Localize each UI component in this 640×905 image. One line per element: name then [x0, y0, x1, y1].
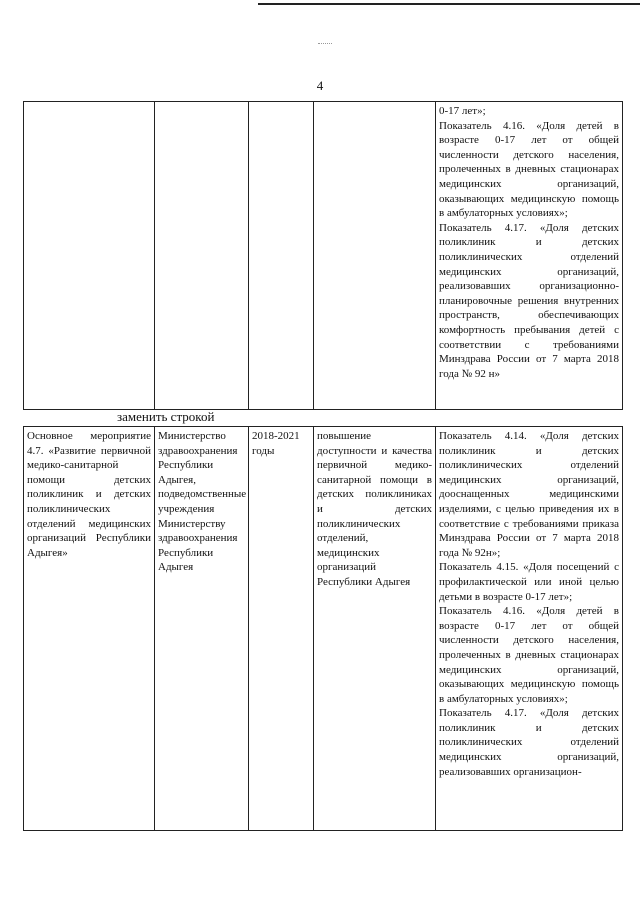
cell-old-col3: [249, 102, 314, 410]
scan-specks: [318, 43, 332, 46]
table-row: [24, 427, 623, 831]
page-number: 4: [316, 78, 324, 93]
indicator-text: Показатель 4.17. «Доля детских поликлиник и детских поликлинических отделений медицинских организаций, реализовавших организационно-планировочные решения внутренних пространств, обеспечивающих комфортность пребывания детей с соответствии с требованиями Минздрава России от 7 марта 2018 года № 92 н»: [439, 221, 619, 380]
replace-caption: заменить строкой: [117, 409, 215, 424]
indicator-text: Показатель 4.16. «Доля детей в возрасте 0-17 лет от общей численности детского населения, пролеченных в дневных стационарах медицинских организаций, оказывающих медицинскую помощь в амбулаторных условиях»;: [439, 605, 619, 705]
table-continuation: [23, 101, 623, 410]
indicator-text: 0-17 лет»;: [439, 105, 486, 117]
cell-executor: Министерство здравоохранения Республики Адыгея, подведомственные учреждения Министерству здравоохранения Республики Адыгея: [155, 427, 249, 831]
indicator-text: Показатель 4.14. «Доля детских поликлиник и детских поликлинических отделений медицинских организаций, дооснащенных медицинскими изделиями, с целью приведения их в соответствие с требованиями приказа Минздрава России от 7 марта 2018 года № 92н»;: [439, 430, 619, 559]
cell-expected-result: повышение доступности и качества первичной медико-санитарной помощи в детских поликлиниках и детских поликлинических отделений, медицинских организаций Республики Адыгея: [314, 427, 436, 831]
cell-old-col1: [24, 102, 155, 410]
table-row: [24, 102, 623, 410]
cell-indicators: [436, 427, 623, 831]
indicator-text: Показатель 4.17. «Доля детских поликлиник и детских поликлинических отделений медицинских организаций, реализовавших организацион-: [439, 707, 619, 778]
indicator-text: Показатель 4.16. «Доля детей в возрасте 0-17 лет от общей численности детского населения, пролеченных в дневных стационарах медицинских организаций, оказывающих медицинскую помощь в амбулаторных условиях»;: [439, 119, 619, 220]
cell-old-indicators: [436, 102, 623, 410]
cell-activity-name: Основное мероприятие 4.7. «Развитие первичной медико-санитарной помощи детских поликлиник и детских поликлинических отделений медицинских организаций Республики Адыгея»: [24, 427, 155, 831]
indicator-text: Показатель 4.15. «Доля посещений с профилактической или иной целью детьми в возрасте 0-17 лет»;: [439, 561, 619, 603]
top-border-line: [258, 3, 640, 5]
table-replacement-row: [23, 426, 623, 831]
cell-old-col2: [155, 102, 249, 410]
cell-old-col4: [314, 102, 436, 410]
cell-period: 2018-2021 годы: [249, 427, 314, 831]
